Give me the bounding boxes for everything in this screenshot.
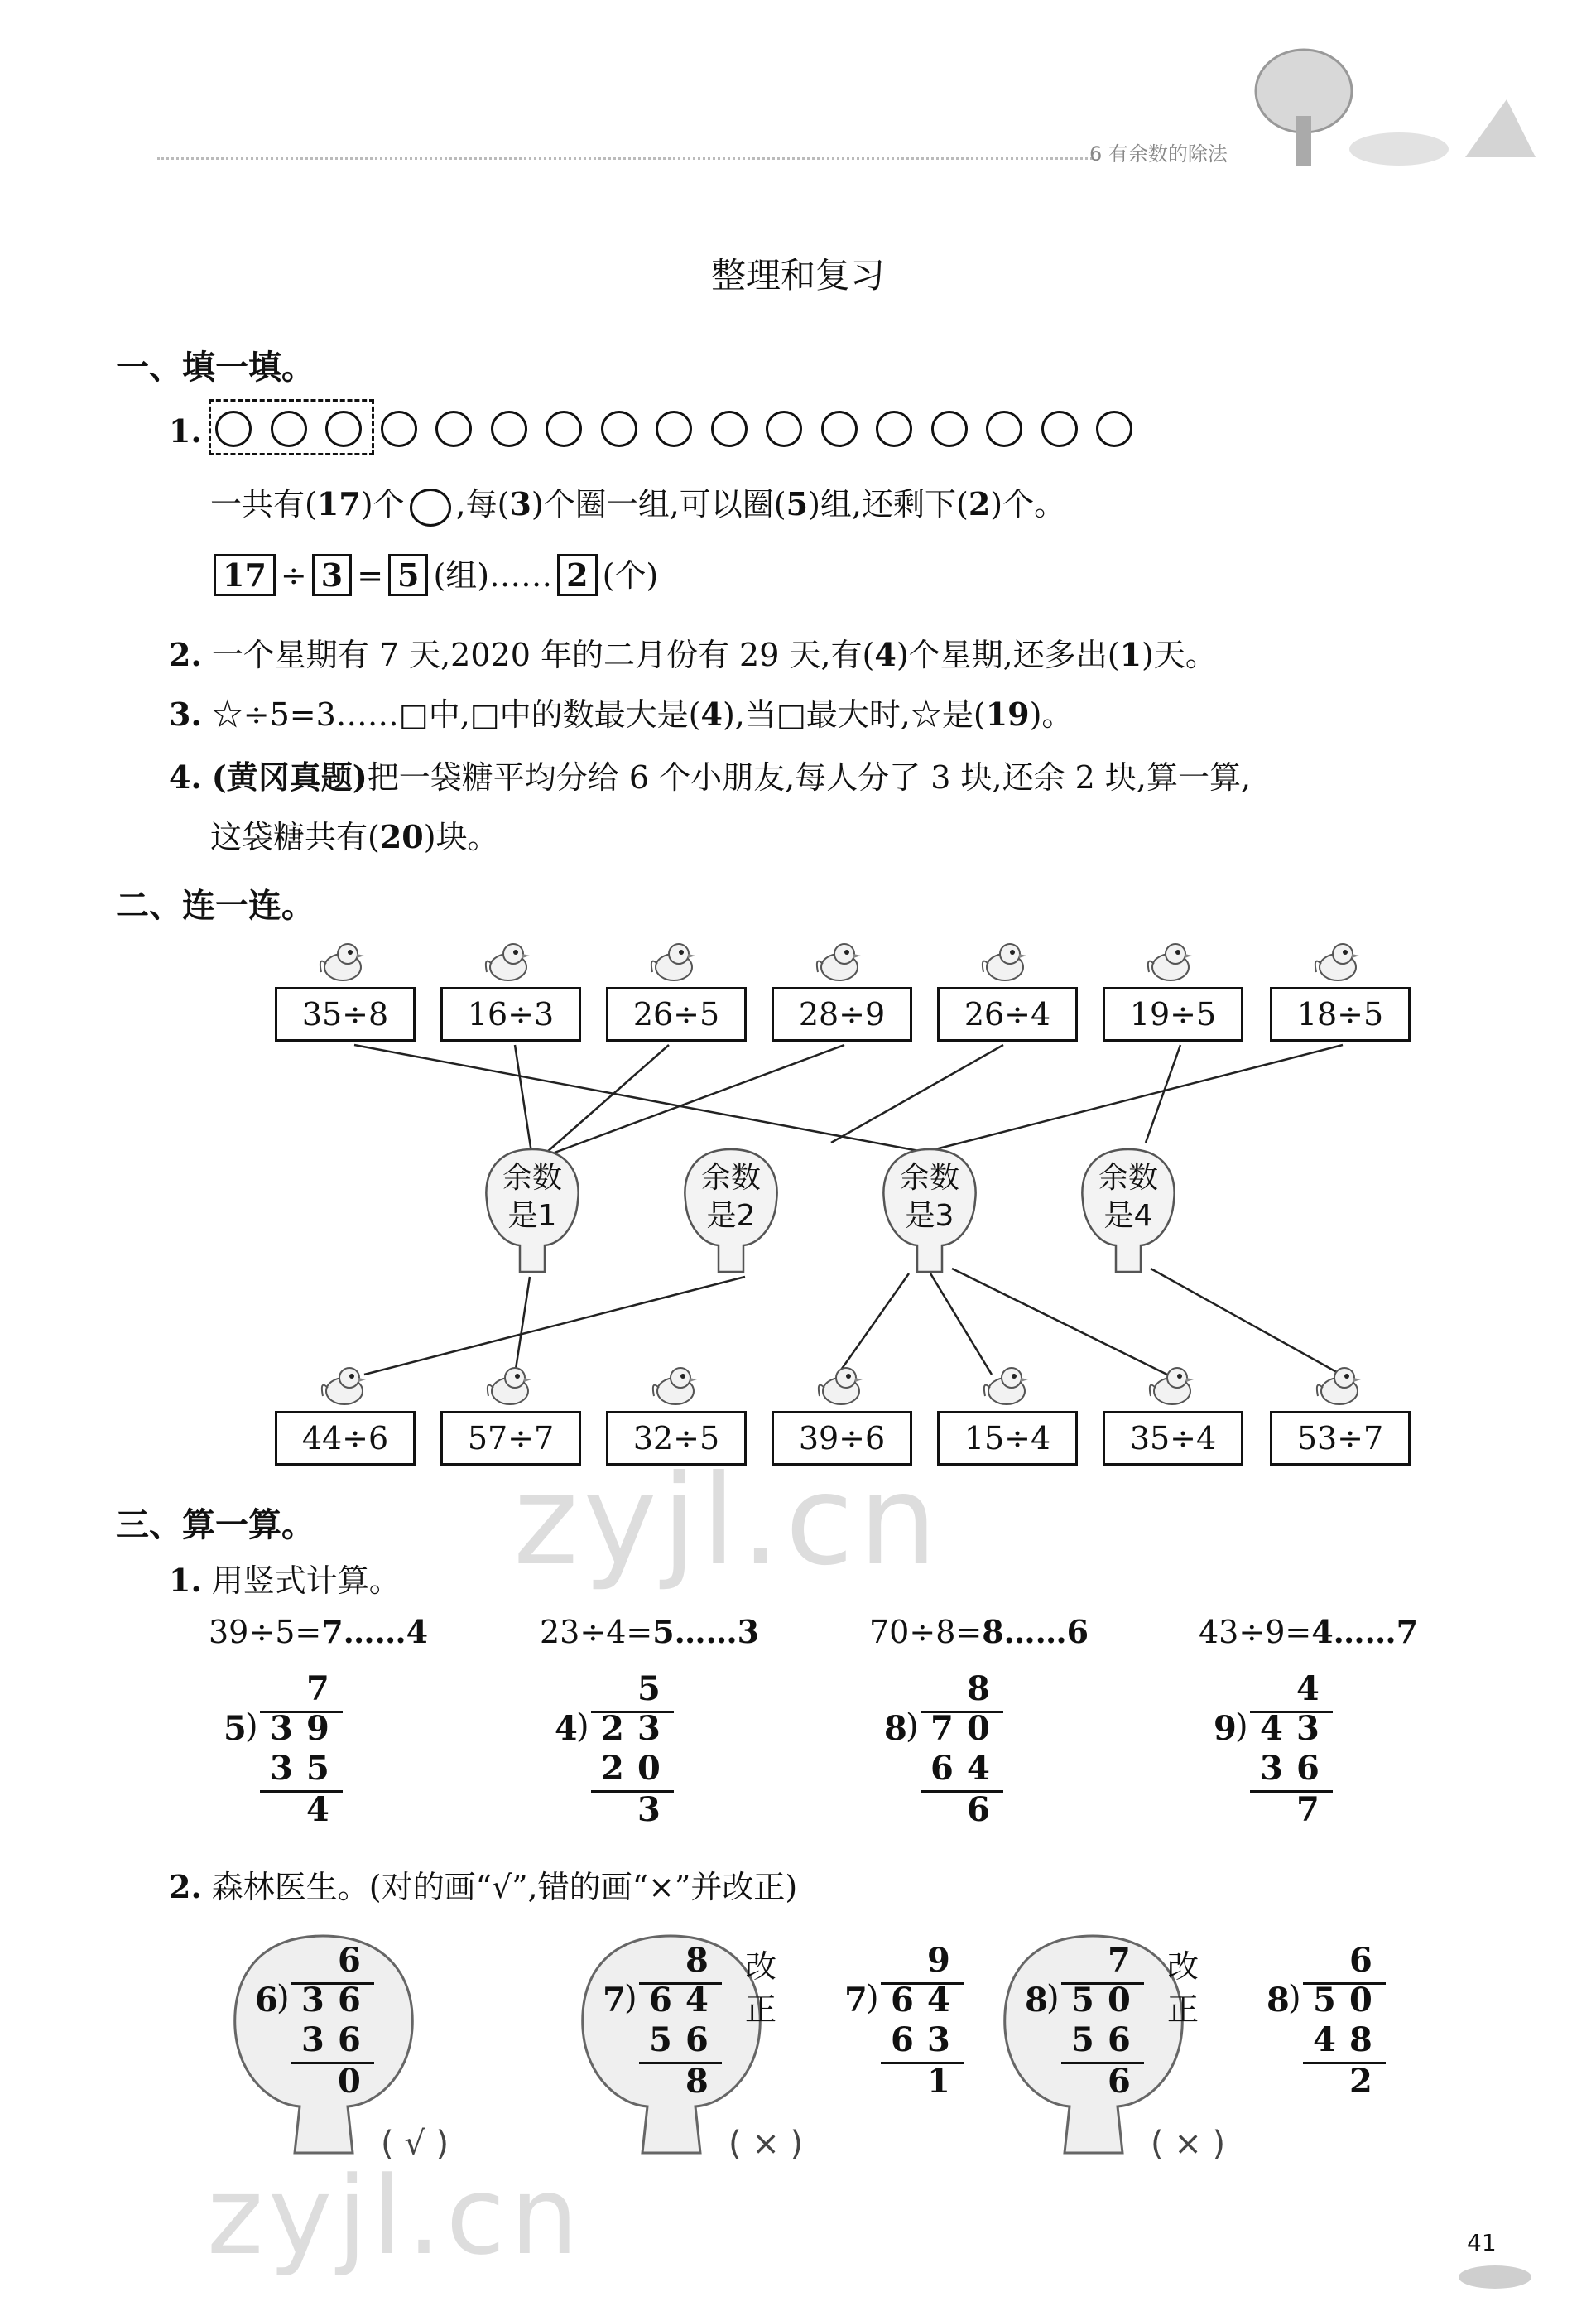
leaf-decoration-icon (1454, 2260, 1536, 2294)
tree-label-line: 是2 (706, 1199, 756, 1233)
calc-expr-text: 23÷4= (540, 1614, 653, 1650)
bird-icon (482, 1363, 535, 1411)
calc-sub-line (921, 1790, 1003, 1793)
doctor-divisor: 6 (255, 1981, 278, 2020)
calc-expr-text: 39÷5= (209, 1614, 322, 1650)
calc-answer: 7……4 (321, 1613, 429, 1650)
section-3-heading: 三、算一算。 (116, 1506, 315, 1544)
bird-icon (813, 1363, 866, 1411)
bird-icon (480, 939, 533, 987)
calc-product-tens: 3 (1260, 1749, 1283, 1788)
fix-label-1: 改 (745, 1948, 777, 1985)
bottom-expression-box: 44÷6 (275, 1411, 416, 1466)
fix-label-1: 改 (1167, 1948, 1199, 1985)
doctor-sub-line (291, 2062, 374, 2064)
tree-label-line: 余数 (700, 1161, 761, 1195)
fix-dividend-tens: 5 (1313, 1981, 1336, 2020)
calc-expression (1199, 1613, 1418, 1650)
doctor-remainder: 6 (1108, 2062, 1131, 2101)
fix-product-tens: 6 (891, 2020, 914, 2059)
top-expression-box: 26÷4 (937, 987, 1078, 1042)
bird-icon (647, 1363, 700, 1411)
top-expression-box: 18÷5 (1270, 987, 1411, 1042)
doctor-dividend-ones: 6 (338, 1981, 361, 2020)
fix-quotient: 6 (1349, 1941, 1372, 1980)
judge-mark: ( × ) (728, 2125, 804, 2163)
fix-divisor: 8 (1267, 1981, 1290, 2020)
calc-product-ones: 6 (1296, 1749, 1320, 1788)
doctor-remainder: 0 (338, 2062, 361, 2101)
calc-dividend-tens: 7 (930, 1709, 954, 1748)
calc-divisor: 5 (224, 1709, 247, 1748)
tree-remainder-label (1074, 1159, 1182, 1235)
doctor-dividend-tens: 3 (301, 1981, 324, 2020)
fix-remainder: 2 (1349, 2062, 1372, 2101)
chapter-label: 6 有余数的除法 (1089, 142, 1228, 166)
q1-number: 1. (169, 412, 202, 450)
calc-bracket: ) (1235, 1707, 1248, 1745)
calc-product-ones: 4 (967, 1749, 990, 1788)
bird-icon (646, 939, 699, 987)
calc-dividend-ones: 3 (637, 1709, 661, 1748)
calc-remainder: 4 (306, 1790, 329, 1829)
bird-icon (811, 939, 864, 987)
q2-answer-2: 1 (1119, 636, 1142, 673)
calc-remainder: 6 (967, 1790, 990, 1829)
q4-answer: 20 (379, 818, 424, 855)
calc-expression (540, 1613, 759, 1650)
q3-answer-1: 4 (700, 696, 723, 733)
calc-divisor: 9 (1214, 1709, 1237, 1748)
doctor-dividend-ones: 0 (1108, 1981, 1131, 2020)
tree-remainder-label (876, 1159, 983, 1235)
tree-remainder-label (478, 1159, 586, 1235)
q4-line-1: 4. (黄冈真题)把一袋糖平均分给 6 个小朋友,每人分了 3 块,还余 2 块,算一算, (169, 758, 1252, 796)
fix-label-2: 正 (745, 1991, 777, 2028)
doctor-bracket: ) (1046, 1979, 1060, 2017)
calc-sub-line (591, 1790, 674, 1793)
tree-label-line: 是1 (507, 1199, 557, 1233)
doctor-bracket: ) (624, 1979, 637, 2017)
calc-sub-line (1250, 1790, 1333, 1793)
bird-icon (1144, 1363, 1197, 1411)
calc-product-tens: 3 (270, 1749, 293, 1788)
calc-quotient: 7 (306, 1669, 329, 1708)
fix-divisor: 7 (844, 1981, 868, 2020)
eq-quotient-box: 5 (388, 554, 428, 596)
watermark-2: zyjl.cn (207, 2153, 584, 2279)
calc-sub-line (260, 1790, 343, 1793)
doctor-sub-line (1061, 2062, 1144, 2064)
fix-product-tens: 4 (1313, 2020, 1336, 2059)
calc-divisor: 4 (555, 1709, 578, 1748)
calc-expr-text: 70÷8= (869, 1614, 983, 1650)
fix-sub-line (1303, 2062, 1386, 2064)
calc-quotient: 4 (1296, 1669, 1320, 1708)
calc-divisor: 8 (884, 1709, 907, 1748)
calc-answer: 5……3 (652, 1613, 760, 1650)
tree-label-line: 是3 (905, 1199, 954, 1233)
q4-line-2: 这袋糖共有(20)块。 (210, 818, 499, 855)
calc-remainder: 7 (1296, 1790, 1320, 1829)
doctor-sub-line (639, 2062, 722, 2064)
eq-divisor-box: 3 (312, 554, 352, 596)
top-expression-box: 16÷3 (440, 987, 581, 1042)
fix-product-ones: 8 (1349, 2020, 1372, 2059)
bottom-expression-box: 15÷4 (937, 1411, 1078, 1466)
judge-mark: ( √ ) (381, 2125, 449, 2163)
calc-expression (209, 1613, 428, 1650)
calc-expr-text: 43÷9= (1199, 1614, 1312, 1650)
doctor-dividend-tens: 5 (1071, 1981, 1094, 2020)
calc-answer: 4……7 (1311, 1613, 1419, 1650)
top-expression-box: 35÷8 (275, 987, 416, 1042)
calc-heading: 1. 用竖式计算。 (169, 1562, 401, 1599)
doctor-product-tens: 3 (301, 2020, 324, 2059)
tree-label-line: 余数 (502, 1161, 562, 1195)
q1-remainder-answer: 2 (968, 485, 991, 522)
calc-dividend-ones: 3 (1296, 1709, 1320, 1748)
page-title: 整理和复习 (710, 255, 885, 296)
calc-bracket: ) (906, 1707, 919, 1745)
q3-answer-2: 19 (985, 696, 1030, 733)
calc-dividend-ones: 9 (306, 1709, 329, 1748)
calc-remainder: 3 (637, 1790, 661, 1829)
calc-bracket: ) (245, 1707, 258, 1745)
bottom-expression-box: 32÷5 (606, 1411, 747, 1466)
doctor-product-ones: 6 (338, 2020, 361, 2059)
calc-quotient: 5 (637, 1669, 661, 1708)
bird-icon (1310, 939, 1363, 987)
calc-product-tens: 2 (601, 1749, 624, 1788)
doctor-divisor: 7 (603, 1981, 626, 2020)
doctor-bracket: ) (276, 1979, 290, 2017)
fix-bracket: ) (1288, 1979, 1301, 2017)
fix-dividend-tens: 6 (891, 1981, 914, 2020)
bird-icon (1311, 1363, 1364, 1411)
section-1-heading: 一、填一填。 (116, 349, 315, 387)
section-2-heading: 二、连一连。 (116, 887, 315, 925)
doctor-quotient: 6 (338, 1941, 361, 1980)
doctor-quotient: 7 (1108, 1941, 1131, 1980)
doctor-dividend-tens: 6 (649, 1981, 672, 2020)
fix-dividend-ones: 4 (927, 1981, 950, 2020)
calc-quotient: 8 (967, 1669, 990, 1708)
calc-product-ones: 5 (306, 1749, 329, 1788)
bird-icon (316, 1363, 369, 1411)
doctor-heading: 2. 森林医生。(对的画“√”,错的画“×”并改正) (169, 1868, 798, 1905)
calc-product-ones: 0 (637, 1749, 661, 1788)
doctor-product-tens: 5 (1071, 2020, 1094, 2059)
calc-dividend-ones: 0 (967, 1709, 990, 1748)
doctor-product-ones: 6 (1108, 2020, 1131, 2059)
eq-dividend-box: 17 (214, 554, 276, 596)
watermark-1: zyjl.cn (513, 1449, 943, 1593)
bird-icon (1142, 939, 1195, 987)
tree-label-line: 余数 (1098, 1161, 1158, 1195)
bird-icon (315, 939, 368, 987)
bottom-expression-box: 53÷7 (1270, 1411, 1411, 1466)
fix-dividend-ones: 0 (1349, 1981, 1372, 2020)
fix-product-ones: 3 (927, 2020, 950, 2059)
doctor-divisor: 8 (1025, 1981, 1048, 2020)
q2-line: 2. 一个星期有 7 天,2020 年的二月份有 29 天,有(4)个星期,还多出(1)天。 (169, 636, 1217, 673)
q1-groups-answer: 5 (786, 485, 809, 522)
calc-product-tens: 6 (930, 1749, 954, 1788)
doctor-dividend-ones: 4 (685, 1981, 709, 2020)
fix-bracket: ) (866, 1979, 879, 2017)
q4-tag: (黄冈真题) (211, 758, 368, 796)
fix-remainder: 1 (927, 2062, 950, 2101)
tree-remainder-label (677, 1159, 785, 1235)
fix-label-2: 正 (1167, 1991, 1199, 2028)
page-number: 41 (1467, 2229, 1497, 2256)
top-expression-box: 26÷5 (606, 987, 747, 1042)
calc-dividend-tens: 2 (601, 1709, 624, 1748)
q3-line: 3. ☆÷5=3……□中,□中的数最大是(4),当□最大时,☆是(19)。 (169, 696, 1074, 733)
calc-dividend-tens: 3 (270, 1709, 293, 1748)
top-expression-box: 28÷9 (772, 987, 912, 1042)
bird-icon (977, 939, 1030, 987)
doctor-product-ones: 6 (685, 2020, 709, 2059)
doctor-remainder: 8 (685, 2062, 709, 2101)
judge-mark: ( × ) (1151, 2125, 1226, 2163)
eq-remainder-box: 2 (557, 554, 597, 596)
q1-total-answer: 17 (316, 485, 361, 522)
q1-equation: 17 ÷ 3 = 5 (组)…… 2 (个) (209, 550, 658, 596)
top-expression-box: 19÷5 (1103, 987, 1243, 1042)
q1-line1: 一共有(17)个 ,每(3)个圈一组,可以圈(5)组,还剩下(2)个。 (210, 479, 1065, 527)
fix-sub-line (881, 2062, 964, 2064)
calc-answer: 8……6 (982, 1613, 1089, 1650)
bottom-expression-box: 35÷4 (1103, 1411, 1243, 1466)
q1-group-answer: 3 (509, 485, 531, 522)
tree-label-line: 余数 (899, 1161, 959, 1195)
doctor-quotient: 8 (685, 1941, 709, 1980)
fix-quotient: 9 (927, 1941, 950, 1980)
calc-expression (869, 1613, 1089, 1650)
q2-answer-1: 4 (874, 636, 897, 673)
calc-bracket: ) (576, 1707, 589, 1745)
bottom-expression-box: 57÷7 (440, 1411, 581, 1466)
calc-dividend-tens: 4 (1260, 1709, 1283, 1748)
bottom-expression-box: 39÷6 (772, 1411, 912, 1466)
bird-icon (978, 1363, 1031, 1411)
tree-label-line: 是4 (1103, 1199, 1153, 1233)
doctor-product-tens: 5 (649, 2020, 672, 2059)
